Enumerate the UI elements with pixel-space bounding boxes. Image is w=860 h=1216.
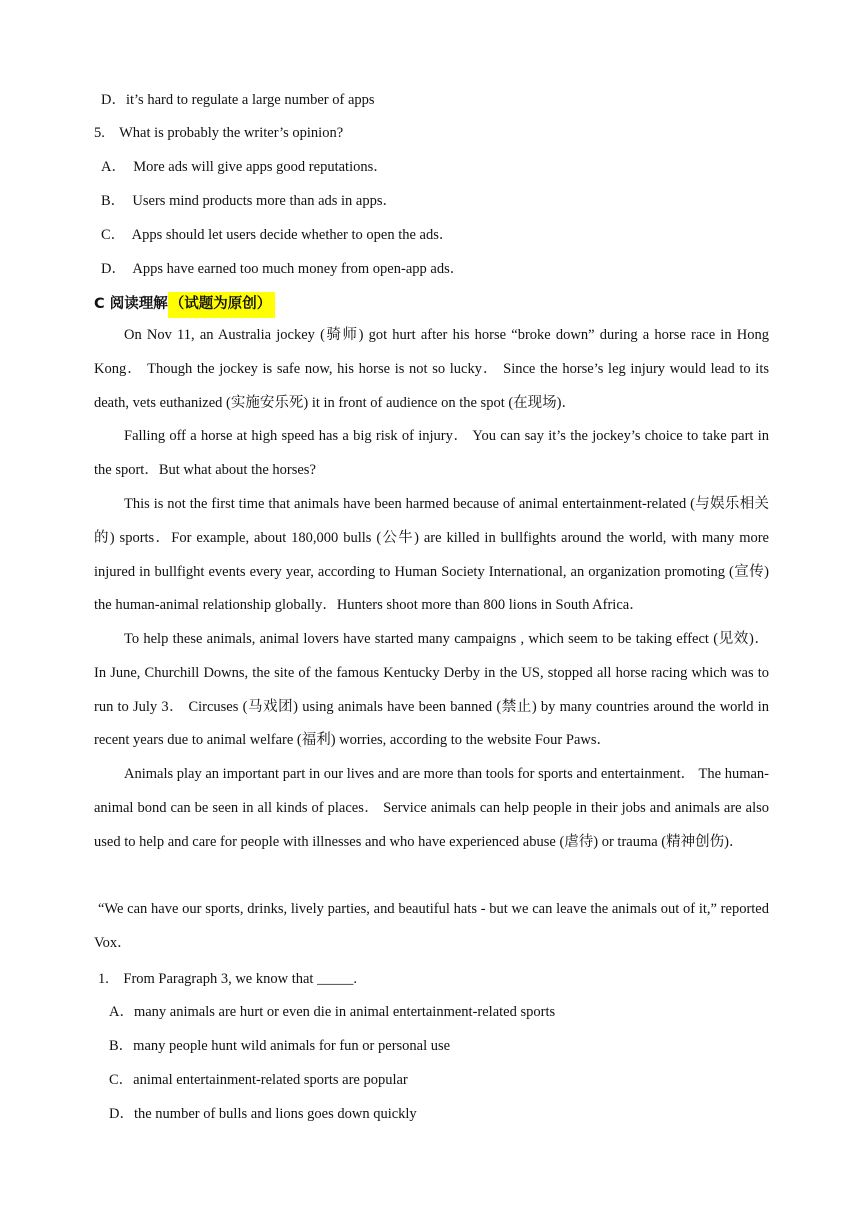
q5-option-d: D． Apps have earned too much money from open-app ads． [101, 261, 465, 277]
q5-option-c: C． Apps should let users decide whether to open the ads． [101, 227, 454, 243]
q1-option-d: D．the number of bulls and lions goes down quickly [109, 1106, 417, 1122]
q4-option-d: D．it’s hard to regulate a large number of apps [101, 92, 375, 108]
q1-option-a: A．many animals are hurt or even die in animal entertainment-related sports [109, 1004, 556, 1020]
passage-paragraph-3: This is not the first time that animals have been harmed because of animal entertainment-related (与娱乐相关的) sports．For example, about 180,000 bulls (公牛) are killed in bullfights around the world, with many more injured in bullfight events every year, according to Human Society International, an organization promoting (宣传) the human-animal relationship globally．Hunters shoot more than 800 lions in South Africa． [94, 496, 769, 614]
q5-option-b: B． Users mind products more than ads in apps． [101, 193, 398, 209]
passage-quote: “We can have our sports, drinks, lively parties, and beautiful hats - but we can leave the animals out of it,” reported Vox． [94, 901, 769, 951]
passage-paragraph-4: To help these animals, animal lovers have started many campaigns , which seem to be taking effect (见效)． In June, Churchill Downs, the site of the famous Kentucky Derby in the US, stopped all horse racing which was to run to July 3． Circuses (马戏团) using animals have been banned (禁止) by many countries around the world in recent years due to animal welfare (福利) worries, according to the website Four Paws． [94, 631, 769, 749]
section-c-label: C 阅读理解 [94, 296, 168, 312]
q5-option-a: A． More ads will give apps good reputations． [101, 159, 388, 175]
q1-option-b: B．many people hunt wild animals for fun or personal use [109, 1038, 451, 1054]
passage-paragraph-5: Animals play an important part in our lives and are more than tools for sports and entertainment． The human-animal bond can be seen in all kinds of places． Service animals can help people in their jobs and animals are also used to help and care for people with illnesses and who have experienced abuse (虐待) or trauma (精神创伤)． [94, 766, 769, 850]
q1-question: 1. From Paragraph 3, we know that _____. [98, 971, 357, 987]
passage-paragraph-1: On Nov 11, an Australia jockey (骑师) got hurt after his horse “broke down” during a horse race in Hong Kong． Though the jockey is safe now, his horse is not so lucky． Since the horse’s leg injury would lead to its death, vets euthanized (实施安乐死) it in front of audience on the spot (在现场)． [94, 327, 769, 411]
q5-question: 5. What is probably the writer’s opinion? [94, 125, 344, 141]
original-question-highlight: （试题为原创） [168, 292, 276, 318]
passage-paragraph-2: Falling off a horse at high speed has a big risk of injury． You can say it’s the jockey’s choice to take part in the sport．But what about the horses? [94, 428, 769, 478]
section-c-heading [94, 292, 275, 313]
q1-option-c: C．animal entertainment-related sports are popular [109, 1072, 408, 1088]
